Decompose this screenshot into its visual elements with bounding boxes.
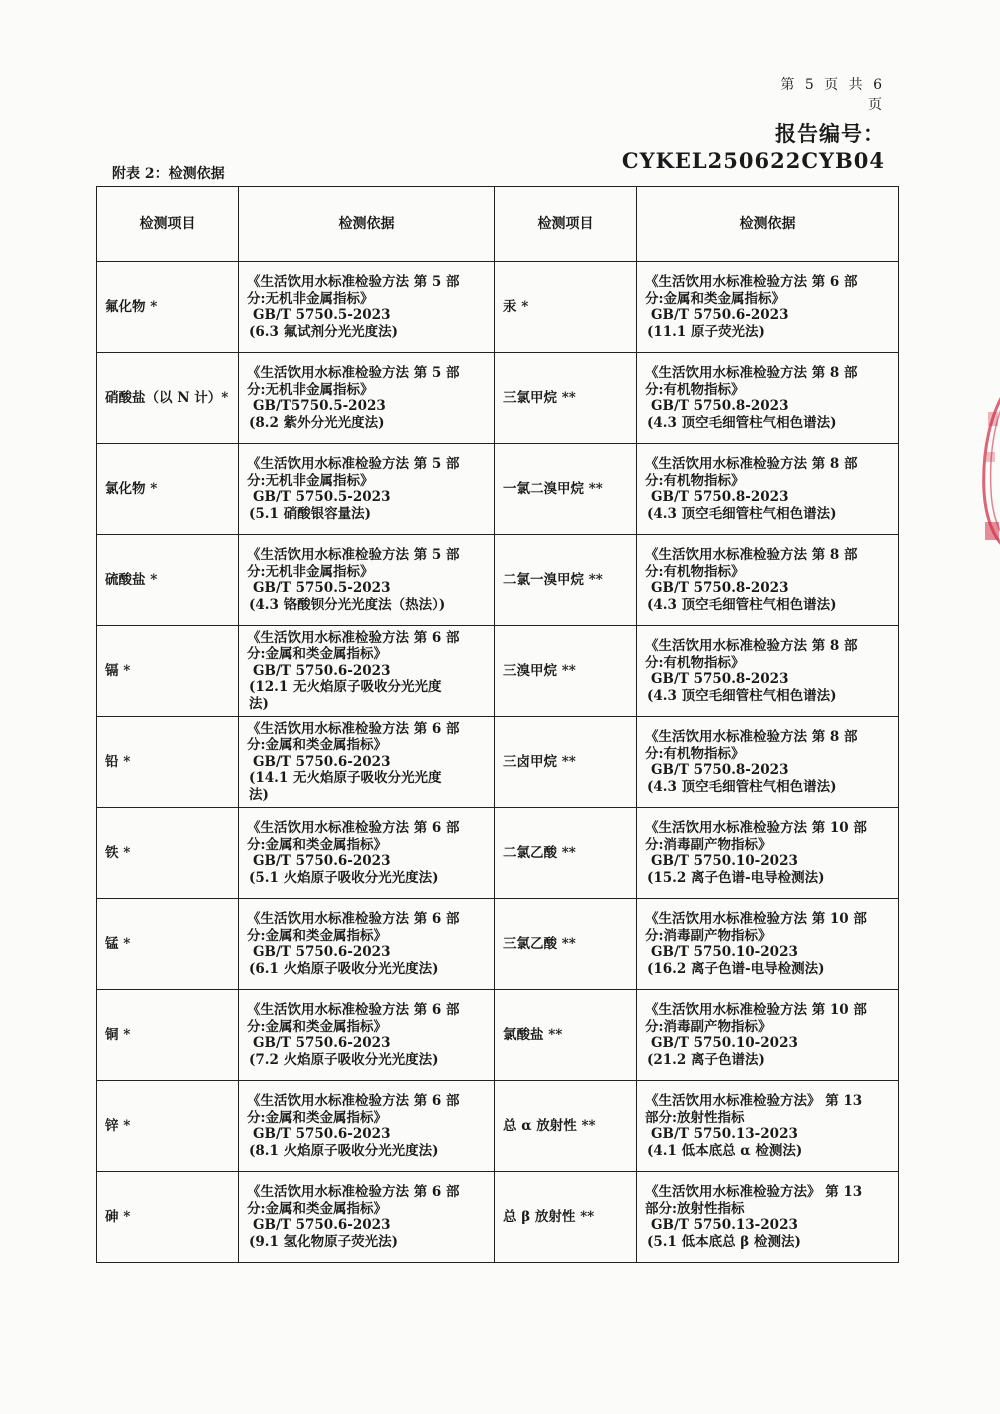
basis-line: GB/T 5750.10-2023 bbox=[651, 944, 798, 960]
basis-line: (15.2 离子色谱-电导检测法) bbox=[647, 869, 825, 886]
basis-line: 法) bbox=[249, 695, 269, 712]
table-row bbox=[97, 1172, 899, 1263]
basis-line: (7.2 火焰原子吸收分光光度法) bbox=[249, 1051, 439, 1068]
red-stamp-seal bbox=[968, 382, 1000, 552]
test-item: 三卤甲烷 ** bbox=[495, 717, 637, 808]
basis-line: (21.2 离子色谱法) bbox=[647, 1051, 765, 1068]
basis-line: 《生活饮用水标准检验方法 第 6 部 bbox=[247, 1093, 460, 1109]
test-item: 三氯乙酸 ** bbox=[495, 899, 637, 990]
basis-line: 分:有机物指标》 bbox=[645, 745, 745, 762]
basis-line: (8.2 紫外分光光度法) bbox=[249, 414, 385, 431]
basis-line: GB/T 5750.8-2023 bbox=[651, 671, 789, 687]
basis-line: GB/T 5750.6-2023 bbox=[253, 944, 391, 960]
basis-line: 分:金属和类金属指标》 bbox=[247, 836, 387, 853]
basis-line: GB/T5750.5-2023 bbox=[253, 398, 386, 414]
test-basis bbox=[637, 444, 899, 535]
column-header: 检测项目 bbox=[97, 187, 239, 262]
basis-line: (5.1 低本底总 β 检测法) bbox=[647, 1233, 801, 1250]
table-caption: 附表 2：检测依据 bbox=[112, 166, 225, 182]
basis-line: 《生活饮用水标准检验方法 第 6 部 bbox=[247, 1002, 460, 1018]
basis-line: 分:无机非金属指标》 bbox=[247, 290, 374, 307]
basis-line: (6.3 氟试剂分光光度法) bbox=[249, 323, 398, 340]
test-basis bbox=[239, 990, 495, 1081]
basis-line: 分:金属和类金属指标》 bbox=[247, 1018, 387, 1035]
basis-line: 分:有机物指标》 bbox=[645, 654, 745, 671]
basis-line: 分:有机物指标》 bbox=[645, 563, 745, 580]
basis-line: GB/T 5750.8-2023 bbox=[651, 762, 789, 778]
basis-line: 部分:放射性指标 bbox=[645, 1200, 745, 1217]
test-basis bbox=[239, 899, 495, 990]
basis-line: (4.3 顶空毛细管柱气相色谱法) bbox=[647, 414, 837, 431]
basis-line: 《生活饮用水标准检验方法 第 6 部 bbox=[247, 629, 460, 646]
basis-line: GB/T 5750.10-2023 bbox=[651, 1035, 798, 1051]
test-basis bbox=[637, 262, 899, 353]
basis-line: 法) bbox=[249, 786, 269, 803]
test-basis bbox=[239, 353, 495, 444]
column-header: 检测依据 bbox=[239, 187, 495, 262]
test-basis bbox=[239, 808, 495, 899]
table-row bbox=[97, 1081, 899, 1172]
table-row bbox=[97, 808, 899, 899]
basis-line: 《生活饮用水标准检验方法 第 6 部 bbox=[247, 911, 460, 927]
test-basis bbox=[239, 535, 495, 626]
basis-line: 分:消毒副产物指标》 bbox=[645, 927, 772, 944]
test-basis bbox=[637, 990, 899, 1081]
basis-line: 分:金属和类金属指标》 bbox=[247, 1109, 387, 1126]
basis-line: 分:无机非金属指标》 bbox=[247, 563, 374, 580]
test-item: 二氯一溴甲烷 ** bbox=[495, 535, 637, 626]
test-basis bbox=[637, 626, 899, 717]
basis-line: (8.1 火焰原子吸收分光光度法) bbox=[249, 1142, 439, 1159]
table-row bbox=[97, 899, 899, 990]
basis-line: (14.1 无火焰原子吸收分光光度 bbox=[249, 770, 442, 787]
column-header: 检测项目 bbox=[495, 187, 637, 262]
test-basis bbox=[239, 717, 495, 808]
basis-line: 部分:放射性指标 bbox=[645, 1109, 745, 1126]
basis-line: 分:金属和类金属指标》 bbox=[645, 290, 785, 307]
test-basis bbox=[637, 899, 899, 990]
basis-line: GB/T 5750.6-2023 bbox=[651, 307, 789, 323]
basis-line: 《生活饮用水标准检验方法》 第 13 bbox=[645, 1093, 863, 1109]
basis-line: 《生活饮用水标准检验方法 第 8 部 bbox=[645, 729, 858, 745]
table-header-row bbox=[97, 187, 899, 262]
basis-line: GB/T 5750.13-2023 bbox=[651, 1217, 798, 1233]
table-row bbox=[97, 626, 899, 717]
basis-line: GB/T 5750.8-2023 bbox=[651, 580, 789, 596]
test-item: 三氯甲烷 ** bbox=[495, 353, 637, 444]
basis-line: 《生活饮用水标准检验方法 第 10 部 bbox=[645, 820, 867, 836]
basis-line: 分:有机物指标》 bbox=[645, 472, 745, 489]
basis-line: 《生活饮用水标准检验方法》 第 13 bbox=[645, 1184, 863, 1200]
basis-line: GB/T 5750.6-2023 bbox=[253, 753, 391, 770]
test-item: 总 β 放射性 ** bbox=[495, 1172, 637, 1263]
basis-line: 《生活饮用水标准检验方法 第 8 部 bbox=[645, 456, 858, 472]
table-row bbox=[97, 444, 899, 535]
basis-line: 《生活饮用水标准检验方法 第 6 部 bbox=[645, 274, 858, 290]
basis-line: GB/T 5750.5-2023 bbox=[253, 307, 391, 323]
basis-line: 《生活饮用水标准检验方法 第 10 部 bbox=[645, 911, 867, 927]
basis-line: GB/T 5750.6-2023 bbox=[253, 1035, 391, 1051]
page-indicator: 第 5 页 共 6 页 bbox=[780, 77, 885, 113]
basis-line: GB/T 5750.8-2023 bbox=[651, 489, 789, 505]
basis-line: 《生活饮用水标准检验方法 第 5 部 bbox=[247, 274, 460, 290]
basis-line: 《生活饮用水标准检验方法 第 5 部 bbox=[247, 365, 460, 381]
basis-line: 分:消毒副产物指标》 bbox=[645, 1018, 772, 1035]
basis-line: GB/T 5750.13-2023 bbox=[651, 1126, 798, 1142]
basis-line: (5.1 火焰原子吸收分光光度法) bbox=[249, 869, 439, 886]
basis-line: GB/T 5750.8-2023 bbox=[651, 398, 789, 414]
test-basis bbox=[637, 535, 899, 626]
basis-line: 分:金属和类金属指标》 bbox=[247, 1200, 387, 1217]
test-basis bbox=[239, 626, 495, 717]
basis-line: GB/T 5750.5-2023 bbox=[253, 489, 391, 505]
test-item: 硫酸盐 * bbox=[97, 535, 239, 626]
table-row bbox=[97, 990, 899, 1081]
test-basis bbox=[239, 1081, 495, 1172]
test-basis bbox=[239, 444, 495, 535]
basis-line: GB/T 5750.6-2023 bbox=[253, 662, 391, 679]
basis-line: 分:无机非金属指标》 bbox=[247, 381, 374, 398]
basis-line: 《生活饮用水标准检验方法 第 8 部 bbox=[645, 547, 858, 563]
test-item: 锌 * bbox=[97, 1081, 239, 1172]
basis-line: GB/T 5750.6-2023 bbox=[253, 1217, 391, 1233]
test-item: 铁 * bbox=[97, 808, 239, 899]
table-row bbox=[97, 262, 899, 353]
test-basis bbox=[637, 1081, 899, 1172]
test-basis bbox=[239, 262, 495, 353]
basis-line: 《生活饮用水标准检验方法 第 10 部 bbox=[645, 1002, 867, 1018]
basis-line: (5.1 硝酸银容量法) bbox=[249, 505, 371, 522]
basis-line: 《生活饮用水标准检验方法 第 6 部 bbox=[247, 1184, 460, 1200]
test-item: 铜 * bbox=[97, 990, 239, 1081]
test-item: 氯化物 * bbox=[97, 444, 239, 535]
table-row bbox=[97, 717, 899, 808]
table-row bbox=[97, 535, 899, 626]
basis-line: 《生活饮用水标准检验方法 第 6 部 bbox=[247, 720, 460, 737]
basis-line: 分:金属和类金属指标》 bbox=[247, 646, 387, 663]
test-item: 三溴甲烷 ** bbox=[495, 626, 637, 717]
basis-line: 《生活饮用水标准检验方法 第 8 部 bbox=[645, 365, 858, 381]
test-item: 锰 * bbox=[97, 899, 239, 990]
test-item: 氟化物 * bbox=[97, 262, 239, 353]
test-item: 硝酸盐（以 N 计）* bbox=[97, 353, 239, 444]
test-item: 镉 * bbox=[97, 626, 239, 717]
basis-line: (4.3 铬酸钡分光光度法（热法）) bbox=[249, 596, 446, 613]
basis-line: (9.1 氢化物原子荧光法) bbox=[249, 1233, 398, 1250]
basis-line: 分:金属和类金属指标》 bbox=[247, 737, 387, 754]
test-item: 汞 * bbox=[495, 262, 637, 353]
test-item: 一氯二溴甲烷 ** bbox=[495, 444, 637, 535]
test-item: 铅 * bbox=[97, 717, 239, 808]
basis-line: (11.1 原子荧光法) bbox=[647, 323, 765, 340]
basis-line: 《生活饮用水标准检验方法 第 8 部 bbox=[645, 638, 858, 654]
test-item: 砷 * bbox=[97, 1172, 239, 1263]
basis-line: 《生活饮用水标准检验方法 第 6 部 bbox=[247, 820, 460, 836]
basis-line: GB/T 5750.6-2023 bbox=[253, 1126, 391, 1142]
basis-line: 《生活饮用水标准检验方法 第 5 部 bbox=[247, 456, 460, 472]
basis-line: 分:有机物指标》 bbox=[645, 381, 745, 398]
basis-line: (4.3 顶空毛细管柱气相色谱法) bbox=[647, 778, 837, 795]
basis-line: (4.3 顶空毛细管柱气相色谱法) bbox=[647, 596, 837, 613]
test-item: 二氯乙酸 ** bbox=[495, 808, 637, 899]
test-basis bbox=[637, 717, 899, 808]
test-basis bbox=[637, 1172, 899, 1263]
report-number: 报告编号：CYKEL250622CYB04 bbox=[621, 121, 885, 173]
basis-line: (12.1 无火焰原子吸收分光光度 bbox=[249, 679, 442, 696]
basis-line: 分:无机非金属指标》 bbox=[247, 472, 374, 489]
basis-line: GB/T 5750.10-2023 bbox=[651, 853, 798, 869]
test-basis bbox=[637, 808, 899, 899]
test-basis bbox=[637, 353, 899, 444]
test-item: 氯酸盐 ** bbox=[495, 990, 637, 1081]
basis-line: (4.1 低本底总 α 检测法) bbox=[647, 1142, 803, 1159]
basis-line: 分:消毒副产物指标》 bbox=[645, 836, 772, 853]
basis-line: 《生活饮用水标准检验方法 第 5 部 bbox=[247, 547, 460, 563]
basis-line: GB/T 5750.6-2023 bbox=[253, 853, 391, 869]
basis-line: (16.2 离子色谱-电导检测法) bbox=[647, 960, 825, 977]
basis-line: GB/T 5750.5-2023 bbox=[253, 580, 391, 596]
table-row bbox=[97, 353, 899, 444]
basis-line: 分:金属和类金属指标》 bbox=[247, 927, 387, 944]
test-item: 总 α 放射性 ** bbox=[495, 1081, 637, 1172]
basis-line: (4.3 顶空毛细管柱气相色谱法) bbox=[647, 687, 837, 704]
basis-line: (4.3 顶空毛细管柱气相色谱法) bbox=[647, 505, 837, 522]
column-header: 检测依据 bbox=[637, 187, 899, 262]
test-basis bbox=[239, 1172, 495, 1263]
test-basis-table bbox=[96, 186, 899, 1263]
basis-line: (6.1 火焰原子吸收分光光度法) bbox=[249, 960, 439, 977]
